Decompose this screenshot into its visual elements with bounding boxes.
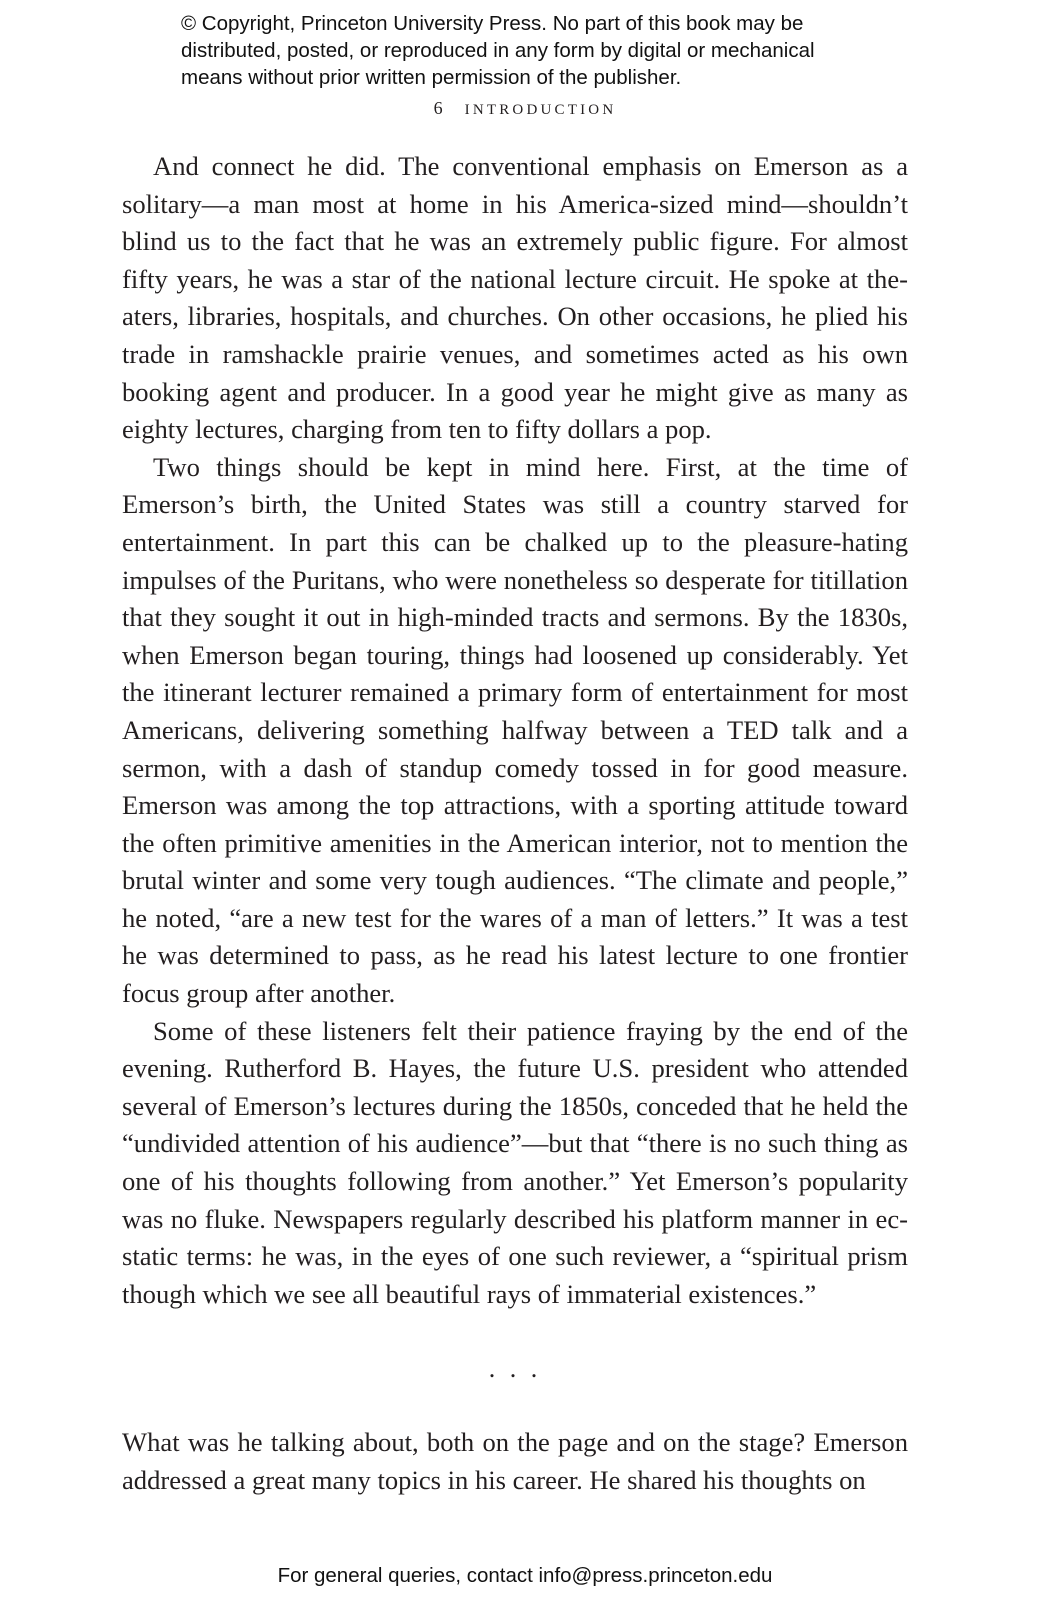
paragraph-1: And connect he did. The conventional emphasis on Emerson as a solitary—a man most at home in his America-sized mind—shouldn’t blind us to the fact that he was an extremely public figure. For almost fifty years, he was a star of the national lecture circuit. He spoke at theaters, libraries, hospitals, and churches. On other occasions, he plied his trade in ramshackle prairie venues, and sometimes acted as his own booking agent and producer. In a good year he might give as many as eighty lectures, charging from ten to fifty dollars a pop. xyxy=(122,151,908,445)
closing-paragraph: What was he talking about, both on the page and on the stage? Emerson addressed a great many topics in his career. He shared his thoughts on xyxy=(122,1427,908,1495)
copyright-line-3: means without prior written permission of the publisher. xyxy=(181,66,682,89)
copyright-line-1: © Copyright, Princeton University Press. No part of this book may be xyxy=(181,12,804,35)
body-text xyxy=(122,148,908,1499)
section-break: . . . xyxy=(488,1354,542,1384)
footer-contact: For general queries, contact info@press.princeton.edu xyxy=(277,1564,773,1587)
running-title: INTRODUCTION xyxy=(464,102,617,118)
running-head xyxy=(0,98,1050,119)
page-number: 6 xyxy=(433,98,443,118)
copyright-notice xyxy=(181,10,921,91)
paragraph-2: Two things should be kept in mind here. First, at the time of Emerson’s birth, the United States was still a country starved for entertainment. In part this can be chalked up to the pleasure-hating impulses of the Puritans, who were nonetheless so desperate for titillation that they sought it out in high-minded tracts and sermons. By the 1830s, when Emerson began touring, things had loosened up considerably. Yet the itinerant lecturer remained a primary form of entertainment for most Americans, delivering something halfway between a TED talk and a sermon, with a dash of standup comedy tossed in for good measure. Emerson was among the top attractions, with a sporting attitude toward the often primitive amenities in the American interior, not to mention the brutal winter and some very tough audiences. “The climate and people,” he noted, “are a new test for the wares of a man of letters.” It was a test he was determined to pass, as he read his latest lecture to one frontier focus group after another. xyxy=(122,451,908,1009)
paragraph-3: Some of these listeners felt their patience fraying by the end of the evening. Rutherford B. Hayes, the future U.S. president who attended several of Emerson’s lectures during the 1850s, conceded that he held the “undivided attention of his audience”—but that “there is no such thing as one of his thoughts following from another.” Yet Emerson’s popularity was no fluke. Newspapers regularly described his platform manner in ecstatic terms: he was, in the eyes of one such reviewer, a “spiritual prism though which we see all beautiful rays of immaterial existences.” xyxy=(122,1015,908,1309)
copyright-line-2: distributed, posted, or reproduced in any form by digital or mechanical xyxy=(181,39,815,62)
